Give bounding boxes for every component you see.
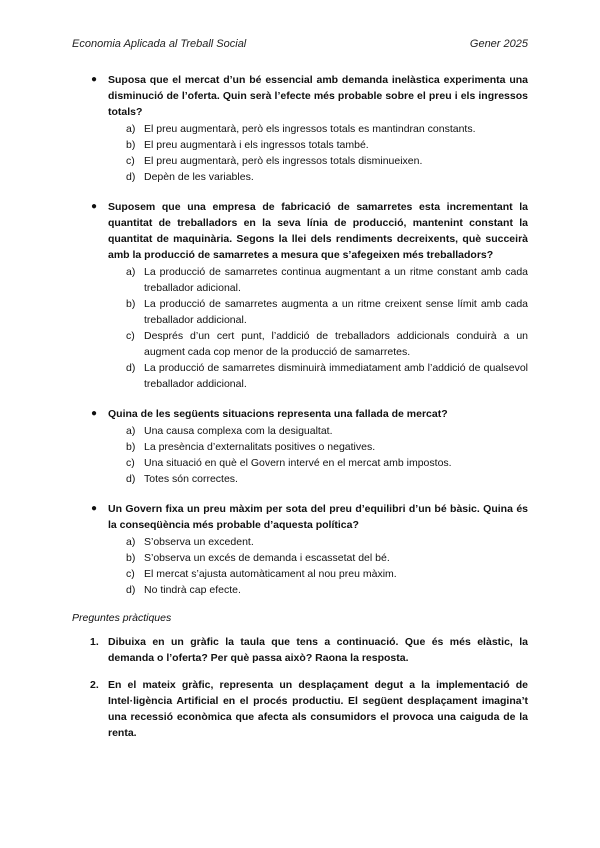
option-text: El mercat s’ajusta automàticament al nou preu màxim. bbox=[144, 568, 397, 580]
option-letter: d) bbox=[126, 584, 136, 596]
practical-number: 2. bbox=[90, 679, 99, 691]
page-header bbox=[72, 38, 528, 50]
option-d bbox=[108, 169, 528, 185]
option-c bbox=[108, 153, 528, 169]
option-d bbox=[108, 360, 528, 392]
bullet-icon: ● bbox=[91, 408, 98, 419]
option-a bbox=[108, 121, 528, 137]
option-list bbox=[108, 423, 528, 487]
option-text: La producció de samarretes augmenta a un ritme creixent sense límit amb cada treballador addicional. bbox=[144, 298, 528, 326]
question-text: Un Govern fixa un preu màxim per sota del preu d’equilibri d’un bé bàsic. Quina és la conseqüència més probable d’aquesta política? bbox=[108, 503, 528, 531]
option-list bbox=[108, 534, 528, 598]
option-a bbox=[108, 534, 528, 550]
header-date: Gener 2025 bbox=[469, 38, 528, 50]
option-list bbox=[108, 264, 528, 392]
practical-question-2 bbox=[72, 677, 528, 741]
question-text: Quina de les següents situacions representa una fallada de mercat? bbox=[108, 408, 448, 420]
question-3 bbox=[72, 406, 528, 487]
option-text: La presència d’externalitats positives o negatives. bbox=[144, 441, 376, 453]
practical-text: Dibuixa en un gràfic la taula que tens a continuació. Que és més elàstic, la demanda o l’oferta? Per què passa això? Raona la resposta. bbox=[108, 636, 528, 664]
option-list bbox=[108, 121, 528, 185]
option-letter: a) bbox=[126, 123, 136, 135]
bullet-icon: ● bbox=[91, 74, 98, 85]
option-letter: b) bbox=[126, 139, 136, 151]
document-body bbox=[72, 72, 528, 752]
option-a bbox=[108, 423, 528, 439]
question-1 bbox=[72, 72, 528, 185]
question-4 bbox=[72, 501, 528, 598]
option-a bbox=[108, 264, 528, 296]
option-text: No tindrà cap efecte. bbox=[144, 584, 241, 596]
option-letter: d) bbox=[126, 362, 136, 374]
option-letter: c) bbox=[126, 457, 135, 469]
option-c bbox=[108, 566, 528, 582]
option-c bbox=[108, 455, 528, 471]
option-text: Una causa complexa com la desigualtat. bbox=[144, 425, 333, 437]
option-letter: a) bbox=[126, 266, 136, 278]
option-d bbox=[108, 471, 528, 487]
question-2 bbox=[72, 199, 528, 392]
header-course-title: Economia Aplicada al Treball Social bbox=[72, 38, 247, 50]
option-letter: c) bbox=[126, 330, 135, 342]
option-text: El preu augmentarà i els ingressos totals també. bbox=[144, 139, 369, 151]
option-text: El preu augmentarà, però els ingressos totals disminueixen. bbox=[144, 155, 423, 167]
option-b bbox=[108, 439, 528, 455]
option-letter: a) bbox=[126, 536, 136, 548]
practical-section-title: Preguntes pràctiques bbox=[72, 612, 172, 624]
option-d bbox=[108, 582, 528, 598]
option-text: El preu augmentarà, però els ingressos totals es mantindran constants. bbox=[144, 123, 476, 135]
bullet-icon: ● bbox=[91, 503, 98, 514]
option-letter: c) bbox=[126, 155, 135, 167]
option-text: La producció de samarretes disminuirà immediatament amb l’addició de qualsevol treballador addicional. bbox=[144, 362, 528, 390]
question-text: Suposa que el mercat d’un bé essencial amb demanda inelàstica experimenta una disminució de l’oferta. Quin serà l’efecte més probable sobre el preu i els ingressos totals? bbox=[108, 74, 528, 118]
option-letter: c) bbox=[126, 568, 135, 580]
option-letter: b) bbox=[126, 441, 136, 453]
option-letter: b) bbox=[126, 298, 136, 310]
option-c bbox=[108, 328, 528, 360]
question-text: Suposem que una empresa de fabricació de samarretes esta incrementant la quantitat de treballadors en la seva línia de producció, mantenint constant la quantitat de maquinària. Segons la llei dels rendiments decreixents, què succeirà amb la producció de samarretes a mesura que s’afegeixen més treballadors? bbox=[108, 201, 528, 261]
option-text: Una situació en què el Govern intervé en el mercat amb impostos. bbox=[144, 457, 452, 469]
option-b bbox=[108, 137, 528, 153]
option-letter: a) bbox=[126, 425, 136, 437]
option-letter: d) bbox=[126, 171, 136, 183]
practical-number: 1. bbox=[90, 636, 99, 648]
option-b bbox=[108, 296, 528, 328]
practical-question-1 bbox=[72, 634, 528, 666]
option-b bbox=[108, 550, 528, 566]
option-text: Després d’un cert punt, l’addició de treballadors addicionals conduirà a un augment cada cop menor de la producció de samarretes. bbox=[144, 330, 528, 358]
option-letter: b) bbox=[126, 552, 136, 564]
option-text: S’observa un excedent. bbox=[144, 536, 254, 548]
option-text: Depèn de les variables. bbox=[144, 171, 254, 183]
practical-text: En el mateix gràfic, representa un desplaçament degut a la implementació de Intel·ligència Artificial en el procés productiu. El següent desplaçament imagina’t una recessió econòmica que afecta als consumidors el provoca una caiguda de la renta. bbox=[108, 679, 528, 739]
option-text: Totes són correctes. bbox=[144, 473, 238, 485]
option-text: La producció de samarretes continua augmentant a un ritme constant amb cada treballador adicional. bbox=[144, 266, 528, 294]
bullet-icon: ● bbox=[91, 201, 98, 212]
option-letter: d) bbox=[126, 473, 136, 485]
option-text: S’observa un excés de demanda i escassetat del bé. bbox=[144, 552, 390, 564]
